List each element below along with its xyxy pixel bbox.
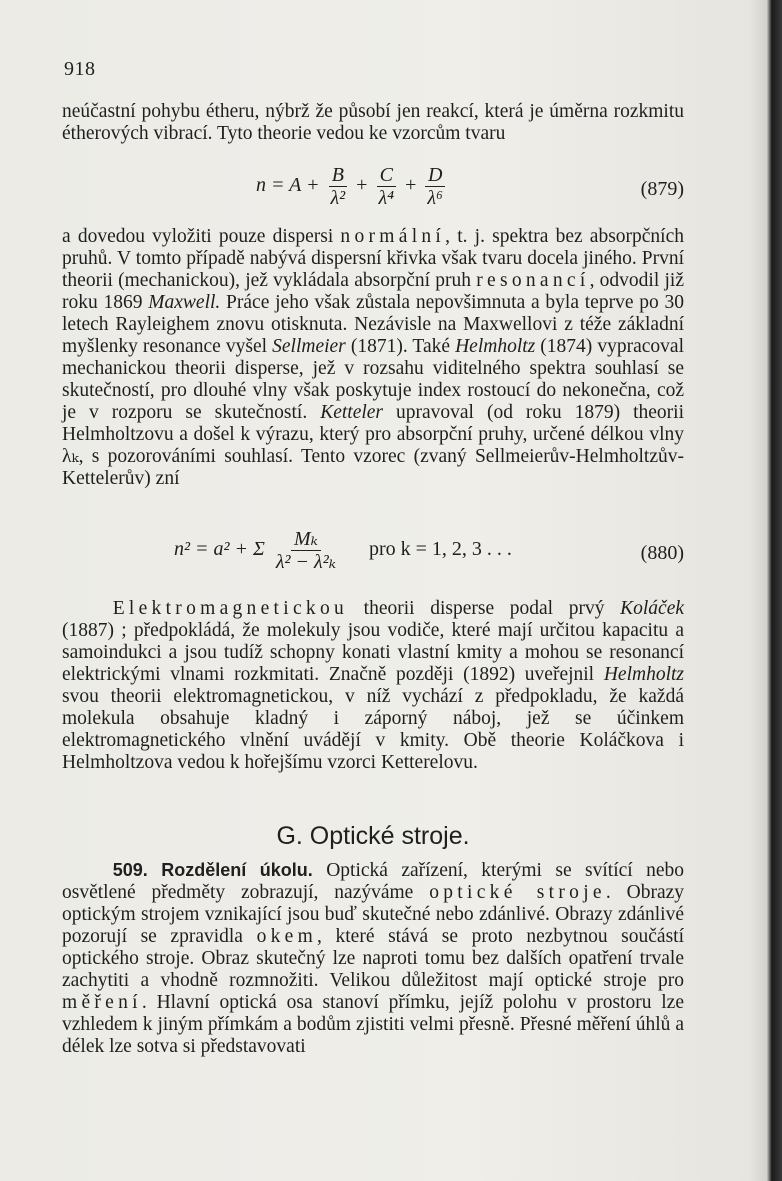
text-run: Práce jeho však zůstala nepovšimnuta a byla teprve po 30 letech Rayleighem znovu otisknuta. Nezávisle na Maxwellovi z téže základní myšlenky resonance vyšel (62, 292, 684, 357)
paragraph-4 (62, 859, 684, 1058)
paragraph-3 (62, 598, 684, 774)
text-run: (1871). Také (345, 336, 456, 357)
equation-880 (62, 524, 684, 584)
author-sellmeier: Sellmeier (272, 336, 346, 357)
fraction-mk-denominator: λ² − λ²ₖ (275, 551, 336, 573)
equation-880-condition: pro k = 1, 2, 3 . . . (368, 538, 512, 561)
fraction-d-denominator: λ⁶ (427, 187, 443, 209)
author-ketteler: Ketteler (320, 402, 384, 423)
text-run: . Obrazy optickým strojem vznikající jsou buď skutečné nebo zdánlivé. Obrazy zdánlivé pozorují se zpravidla (62, 882, 685, 947)
fraction-d (424, 164, 446, 209)
fraction-c (375, 164, 397, 209)
equation-879-lhs: n = A + (256, 174, 320, 197)
paragraph-1-text: neúčastní pohybu étheru, nýbrž že působí jen reakcí, která je úměrna rozkmitu étherových vibrací. Tyto theorie vedou ke vzorcům tvaru (62, 101, 684, 144)
text-run: (1874) vypracoval mechanickou theorii disperse, jež v rozsahu viditelného spektra souhlasí se skutečností, pro dlouhé vlny však poskytuje index rostoucí do nekonečna, což je v rozporu se skutečností. (62, 336, 684, 423)
paragraph-2-text (62, 226, 684, 490)
paragraph-1 (62, 101, 684, 145)
page-edge-shadow (748, 0, 782, 1181)
spaced-term-normal: normální (340, 226, 446, 247)
fraction-mk-numerator: Mₖ (291, 528, 321, 551)
equation-879-number: (879) (640, 178, 684, 200)
author-helmholtz: Helmholtz (603, 664, 684, 685)
fraction-c-numerator: C (377, 164, 396, 187)
fraction-d-numerator: D (425, 164, 445, 187)
text-run: Optická zařízení, kterými se svítící nebo osvětlené předměty zobrazují, nazýváme (62, 860, 684, 903)
text-run: , odvodil již roku 1869 (62, 270, 684, 313)
text-run: . Hlavní optická osa stanoví přímku, jejíž polohu v prostoru lze vzhledem k jiným přímkám a bodům zjistiti velmi přesně. Přesné měření úhlů a délek lze sotva si představovati (62, 992, 684, 1057)
paragraph-4-text (62, 859, 684, 1058)
text-run: a dovedou vyložiti pouze dispersi (62, 226, 341, 247)
author-maxwell: Maxwell. (148, 292, 221, 313)
fraction-c-denominator: λ⁴ (378, 187, 395, 209)
fraction-b (328, 164, 349, 209)
plus-sign: + (356, 174, 368, 197)
text-run: theorii disperse podal prvý (348, 598, 621, 619)
subsection-title: 509. Rozdělení úkolu. (112, 860, 313, 880)
section-heading: G. Optické stroje. (276, 822, 470, 850)
equation-880-number: (880) (640, 542, 684, 564)
author-helmholtz: Helmholtz (455, 336, 536, 357)
fraction-b-numerator: B (329, 164, 347, 187)
plus-sign: + (405, 174, 417, 197)
equation-879 (62, 158, 684, 214)
fraction-mk (273, 528, 339, 573)
text-run: svou theorii elektromagnetickou, v níž vychází z předpokladu, že každá molekula obsahuje kladný i záporný náboj, jež se účinkem elektromagnetického vlnění uvádějí v kmity. Obě theorie Koláčkova i Helmholtzova vedou k hořejšímu vzorci Ketterelovu. (62, 686, 684, 773)
text-run: , které stává se proto nezbytnou součástí optického stroje. Obraz skutečný lze naproti tomu bez dalších opatření trvale zachytiti a vhodně rozmnožiti. Velikou důležitost mají optické stroje pro (62, 926, 684, 991)
text-run: (1887) ; předpokládá, že molekuly jsou vodiče, které mají určitou kapacitu a samoindukci a jsou tudíž schopny konati vlastní kmity a mohou se resonancí elektrickými vlnami rozkmitati. Značně později (1892) uveřejnil (62, 620, 684, 685)
paragraph-3-text (62, 598, 684, 774)
text-run: upravoval (od roku 1879) theorii Helmholtzovu a došel k výrazu, který pro absorpční pruhy, určené délkou vlny λₖ, s pozorováními souhlasí. Tento vzorec (zvaný Sellmeierův-Helmholtzův-Kettelerův) zní (62, 402, 685, 489)
spaced-term-resonance: resonancí (476, 270, 590, 291)
fraction-b-denominator: λ² (330, 187, 346, 209)
spaced-term-eye: okem (256, 926, 318, 947)
equation-880-lhs: n² = a² + Σ (174, 538, 265, 561)
equation-879-formula (256, 164, 449, 209)
equation-880-formula (174, 528, 512, 573)
author-kolacek: Koláček (620, 598, 684, 619)
page-number: 918 (64, 58, 96, 80)
text-run: , t. j. spektra bez absorpčních pruhů. V tomto případě nabývá dispersní křivka však tvaru docela jiného. První theorii (mechanickou), jež vykládala absorpční pruh (62, 226, 685, 291)
spaced-term-measurement: měření (62, 992, 142, 1013)
spaced-term-electromagnetic: Elektromagnetickou (112, 598, 349, 619)
paragraph-2 (62, 226, 684, 490)
spaced-term-optical-instruments: optické stroje (429, 882, 606, 903)
